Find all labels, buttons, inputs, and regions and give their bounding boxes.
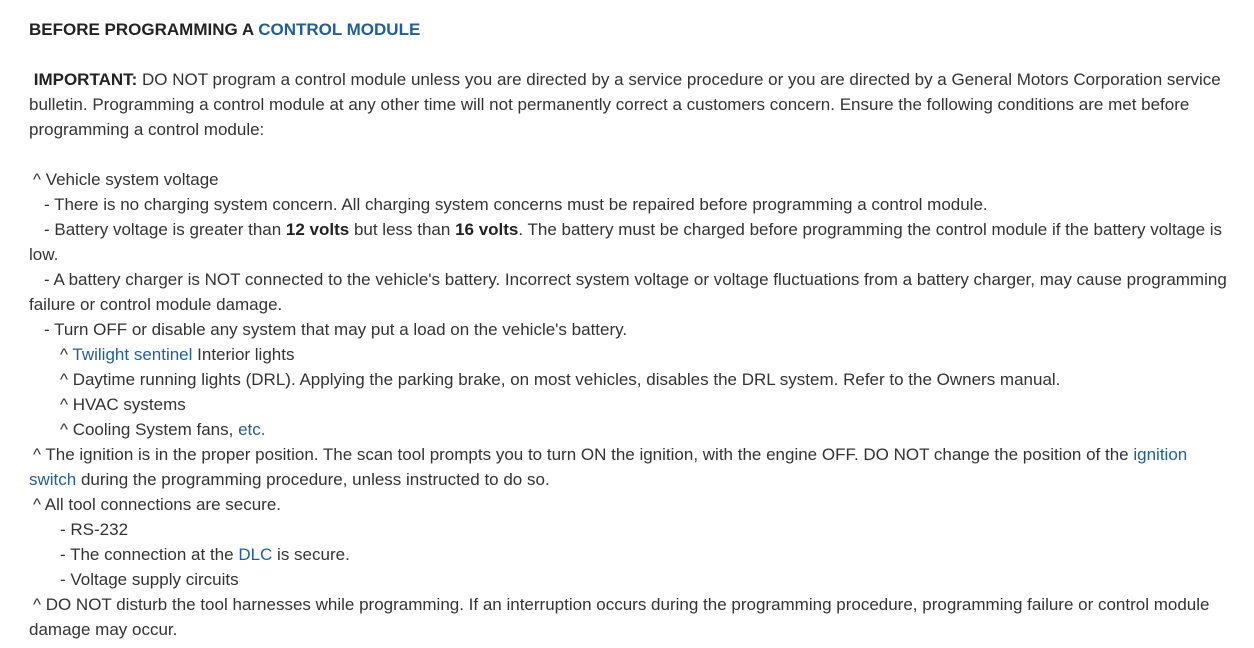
list-item-ignition <box>29 442 1239 492</box>
important-label: IMPORTANT: <box>33 70 138 89</box>
list-item-charger <box>29 267 1239 317</box>
dlc-link[interactable]: DLC <box>238 545 273 564</box>
battery-post: . The battery must be charged before programming the control module if the battery voltage is low. <box>29 220 1223 264</box>
twilight-rest: Interior lights <box>192 345 295 364</box>
disturb-text: ^ DO NOT disturb the tool harnesses while programming. If an interruption occurs during the programming procedure, programming failure or control module damage may occur. <box>29 595 1210 639</box>
battery-pre: - Battery voltage is greater than <box>44 220 286 239</box>
control-module-link[interactable]: CONTROL MODULE <box>258 20 421 39</box>
title-prefix: BEFORE PROGRAMMING A <box>29 20 259 39</box>
list-item-voltage-supply: - Voltage supply circuits <box>60 570 239 589</box>
twilight-caret: ^ <box>60 345 73 364</box>
list-item-hvac: ^ HVAC systems <box>60 395 186 414</box>
important-note <box>29 67 1239 142</box>
twilight-sentinel-link[interactable]: Twilight sentinel <box>72 345 193 364</box>
battery-12-volts: 12 volts <box>285 220 350 239</box>
page-title <box>29 17 1239 42</box>
fans-text: ^ Cooling System fans, <box>60 420 239 439</box>
list-item-battery-voltage <box>29 217 1239 267</box>
charger-text: - A battery charger is NOT connected to the vehicle's battery. Incorrect system voltage or voltage fluctuations from a battery charger, may cause programming failure or control module damage. <box>29 270 1227 314</box>
list-item-turn-off: - Turn OFF or disable any system that may put a load on the vehicle's battery. <box>44 320 628 339</box>
list-item-dlc <box>29 542 1239 567</box>
list-item-rs232: - RS-232 <box>60 520 129 539</box>
list-item-twilight <box>29 342 1239 367</box>
ignition-switch-link[interactable]: ignition switch <box>29 445 1188 489</box>
ignition-pre: ^ The ignition is in the proper position. The scan tool prompts you to turn ON the ignition, with the engine OFF. DO NOT change the position of the <box>33 445 1134 464</box>
ignition-post: during the programming procedure, unless instructed to do so. <box>76 470 550 489</box>
etc-link[interactable]: etc. <box>238 420 266 439</box>
important-text: DO NOT program a control module unless you are directed by a service procedure or you are directed by a General Motors Corporation service bulletin. Programming a control module at any other time will not permanently correct a customers concern. Ensure the following conditions are met before programming a control module: <box>29 70 1221 139</box>
dlc-post: is secure. <box>272 545 350 564</box>
list-item-fans <box>29 417 1239 442</box>
list-item-tool-connections: ^ All tool connections are secure. <box>33 495 282 514</box>
battery-mid: but less than <box>349 220 456 239</box>
list-item-drl: ^ Daytime running lights (DRL). Applying the parking brake, on most vehicles, disables the DRL system. Refer to the Owners manual. <box>60 370 1061 389</box>
spacer <box>29 142 1239 167</box>
dlc-pre: - The connection at the <box>60 545 239 564</box>
list-item-disturb <box>29 592 1239 642</box>
list-item-no-charging: - There is no charging system concern. All charging system concerns must be repaired before programming a control module. <box>44 195 988 214</box>
battery-16-volts: 16 volts <box>455 220 519 239</box>
list-item-vehicle-voltage: ^ Vehicle system voltage <box>33 170 219 189</box>
